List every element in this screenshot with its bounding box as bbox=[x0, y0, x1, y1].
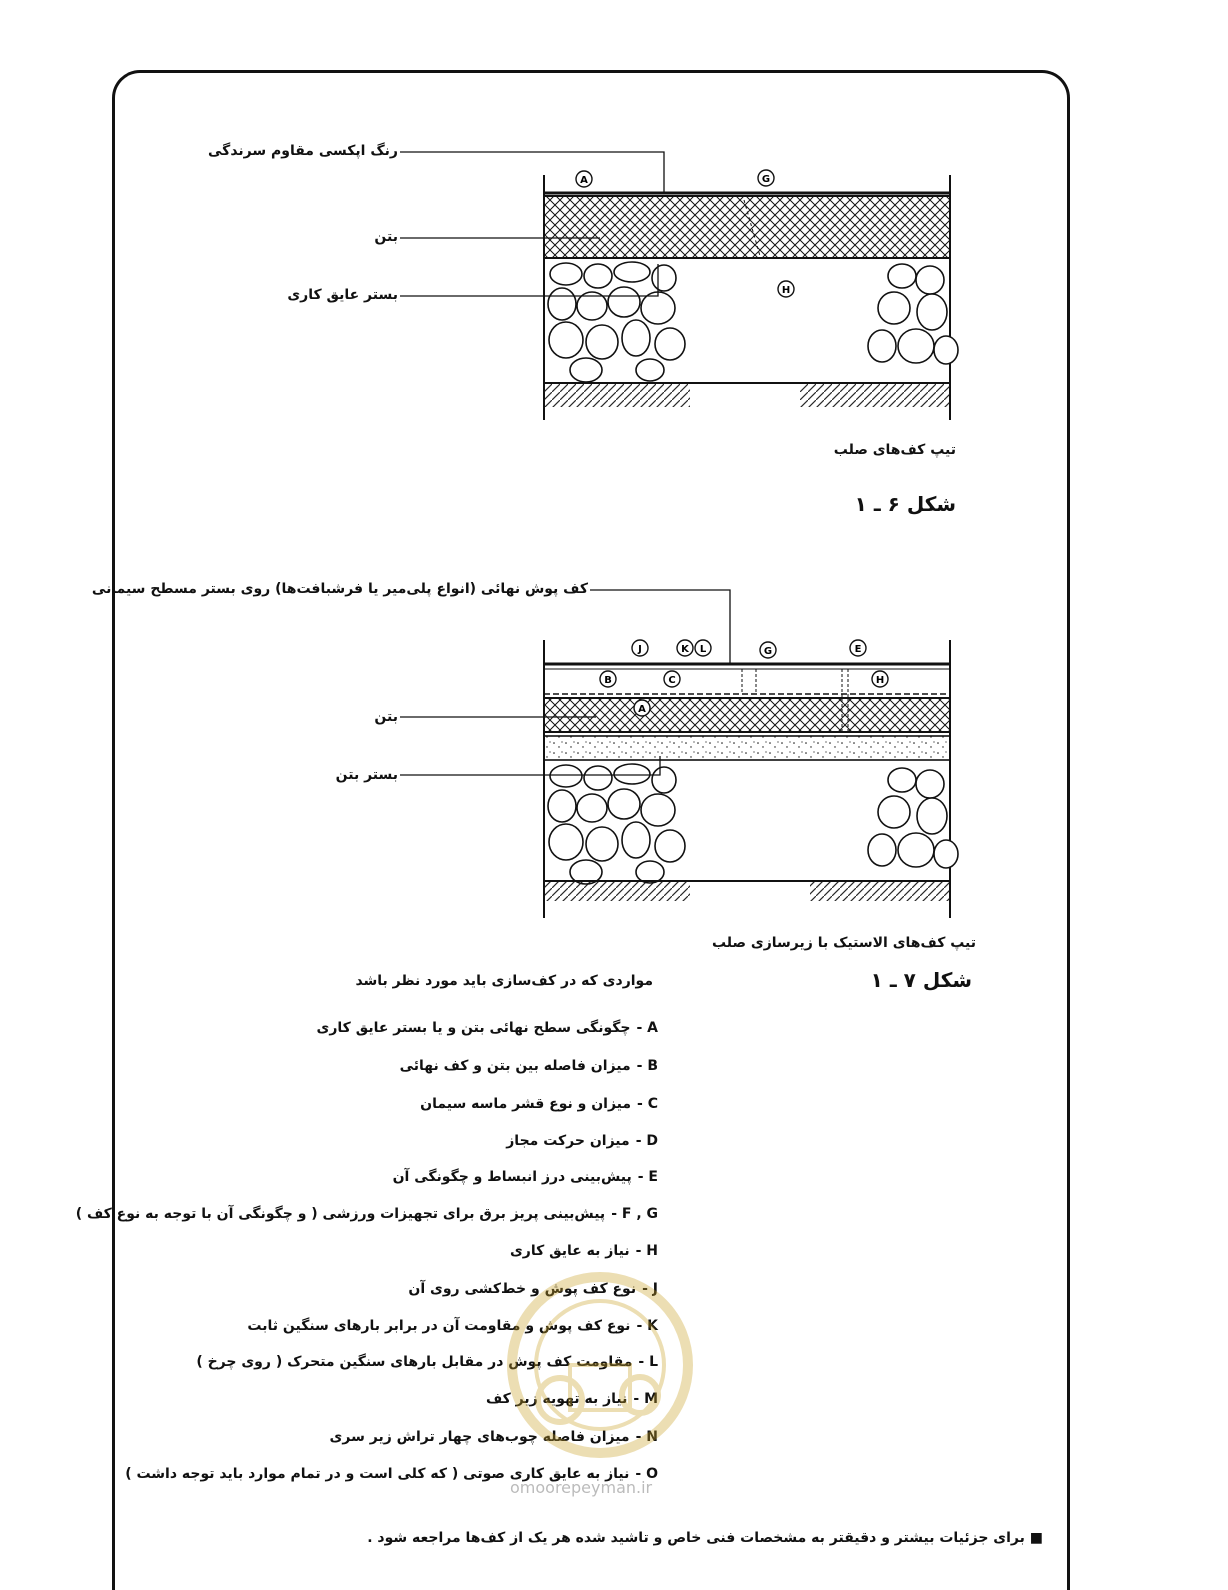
figure-1-drawing bbox=[400, 152, 958, 420]
callout-epoxy: رنگ اپکسی مقاوم سرندگی bbox=[208, 143, 398, 159]
list-item: H -نیاز به عایق کاری bbox=[509, 1243, 658, 1259]
list-title: مواردی که در کف‌سازی باید مورد نظر باشد bbox=[355, 973, 653, 989]
figure-2-label: شکل ۷ ـ ۱ bbox=[870, 968, 972, 992]
svg-text:E: E bbox=[854, 644, 862, 655]
list-item: N -میزان فاصله چوب‌های چهار تراش زیر سری bbox=[329, 1429, 658, 1445]
list-item: J -نوع کف پوش و خط‌کشی روی آن bbox=[408, 1281, 658, 1297]
watermark-text: omoorepeyman.ir bbox=[510, 1478, 653, 1497]
callout-concrete: بتن bbox=[374, 229, 398, 245]
list-item: D -میزان حرکت مجاز bbox=[506, 1133, 658, 1149]
watermark-logo-icon bbox=[490, 1270, 710, 1470]
svg-text:H: H bbox=[875, 675, 885, 686]
svg-text:G: G bbox=[761, 174, 771, 185]
figure-2-drawing bbox=[400, 590, 958, 918]
svg-text:B: B bbox=[604, 675, 612, 686]
svg-text:J: J bbox=[638, 644, 642, 655]
svg-text:A: A bbox=[638, 704, 646, 715]
svg-text:L: L bbox=[699, 644, 707, 655]
figure-2-caption: تیپ کف‌های الاستیک با زیرسازی صلب bbox=[711, 935, 976, 951]
svg-text:G: G bbox=[763, 646, 773, 657]
callout-concrete-2: بتن bbox=[374, 709, 398, 725]
figure-1-caption: تیپ کف‌های صلب bbox=[833, 442, 956, 458]
list-item: L -مقاومت کف پوش در مقابل بارهای سنگین متحرک ( روی چرخ ) bbox=[196, 1354, 658, 1370]
footnote: ■ برای جزئیات بیشتر و دقیقتر به مشخصات فنی خاص و تاشید شده هر یک از کف‌ها مراجعه شود . bbox=[367, 1530, 1043, 1546]
svg-text:A: A bbox=[580, 175, 588, 186]
figure-1-label: شکل ۶ ـ ۱ bbox=[854, 492, 956, 516]
svg-text:K: K bbox=[681, 644, 689, 655]
list-item: M -نیاز به تهویه زیر کف bbox=[485, 1391, 658, 1407]
list-item: C -میزان و نوع قشر ماسه سیمان bbox=[420, 1096, 658, 1112]
list-item: B -میزان فاصله بین بتن و کف نهائی bbox=[399, 1058, 658, 1074]
list-item: A -چگونگی سطح نهائی بتن و یا بستر عایق کاری bbox=[316, 1020, 658, 1036]
svg-text:H: H bbox=[781, 285, 791, 296]
list-item: F , G -پیش‌بینی پریز برق برای تجهیزات ورزشی ( و چگونگی آن با توجه به نوع کف ) bbox=[75, 1206, 658, 1222]
svg-text:C: C bbox=[668, 675, 676, 686]
callout-finish-floor: کف پوش نهائی (انواع پلی‌میر یا فرشبافت‌ها) روی بستر مسطح سیمانی bbox=[91, 581, 588, 597]
callout-concrete-base: بستر بتن bbox=[335, 767, 398, 783]
callout-insulation-bed: بستر عایق کاری bbox=[287, 287, 398, 303]
list-item: E -پیش‌بینی درز انبساط و چگونگی آن bbox=[392, 1169, 658, 1185]
list-item: O -نیاز به عایق کاری صوتی ( که کلی است و در تمام موارد باید توجه داشت ) bbox=[125, 1466, 658, 1482]
list-item: K -نوع کف پوش و مقاومت آن در برابر بارهای سنگین ثابت bbox=[247, 1318, 658, 1334]
